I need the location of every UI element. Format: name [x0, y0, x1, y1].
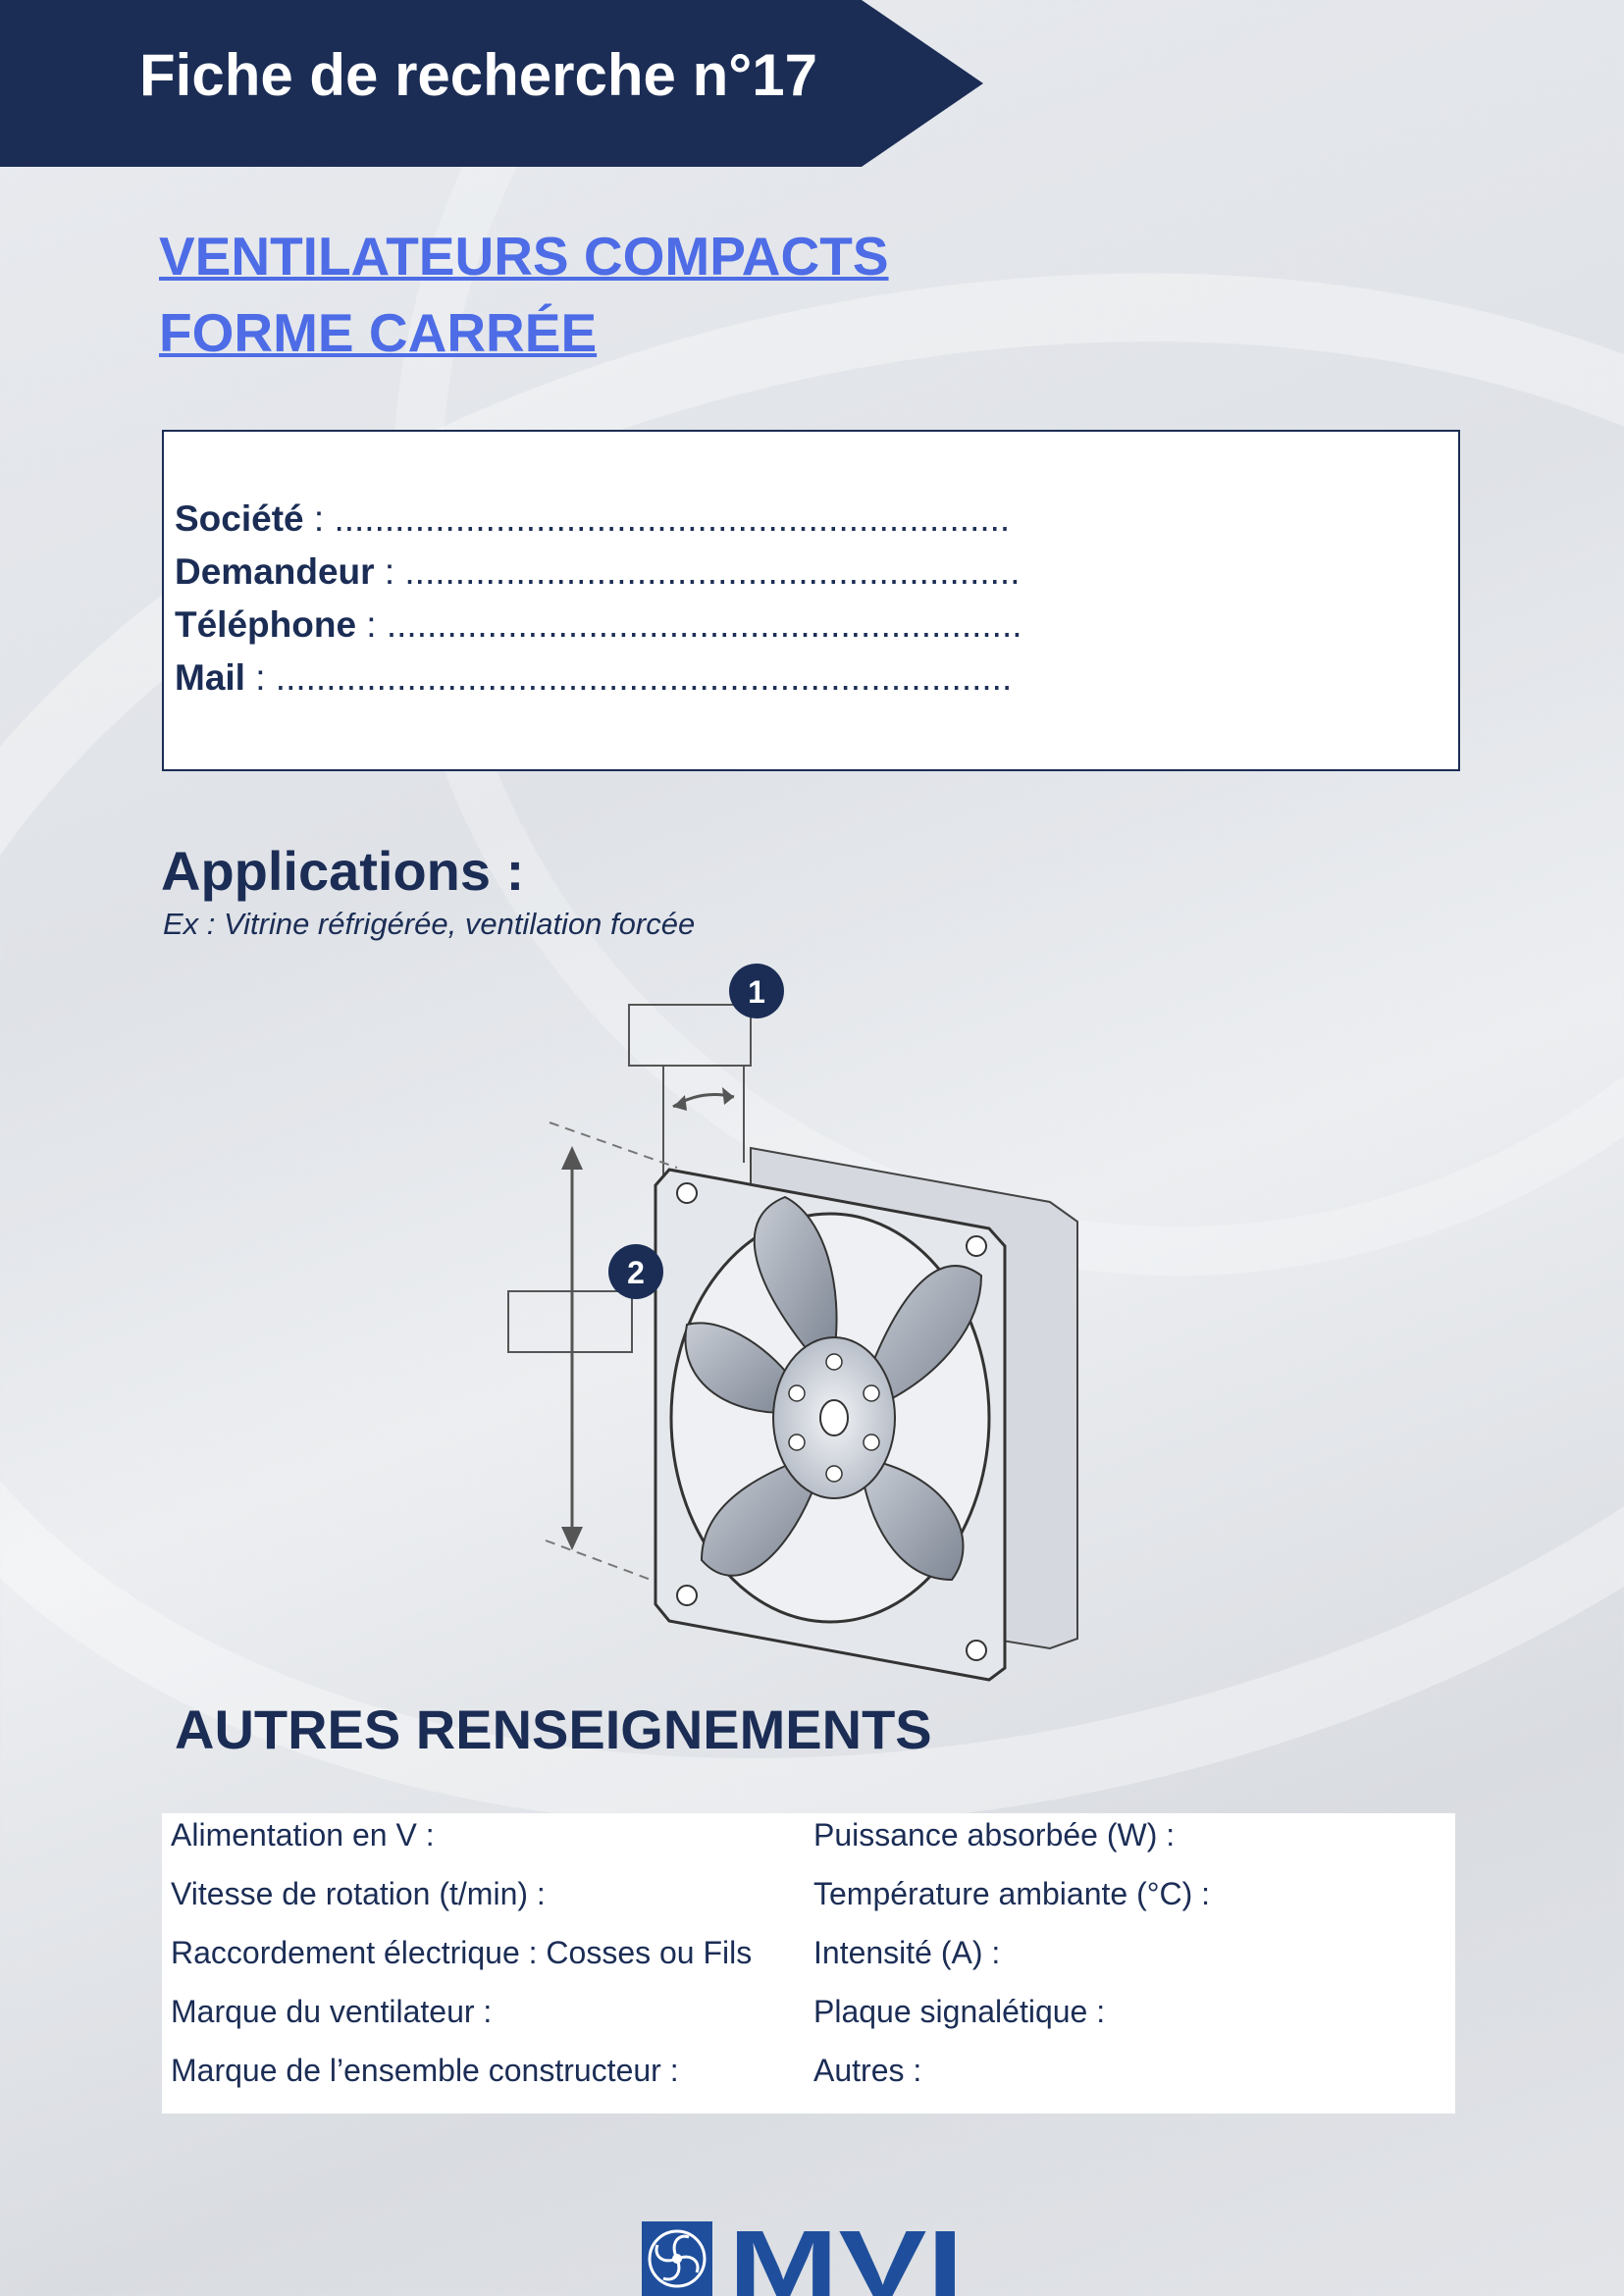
info-field-marque-ensemble[interactable]: Marque de l’ensemble constructeur :: [171, 2053, 679, 2088]
marker-1-label: 1: [748, 974, 765, 1010]
contact-dots: : .........................................................................: [244, 657, 1013, 698]
other-info-title: AUTRES RENSEIGNEMENTS: [175, 1698, 932, 1760]
contact-label: Mail: [175, 657, 245, 698]
fan-diagram: [491, 952, 1119, 1697]
contact-label: Téléphone: [175, 604, 357, 645]
info-field-puissance[interactable]: Puissance absorbée (W) :: [813, 1817, 1176, 1852]
applications-title: Applications :: [161, 840, 525, 902]
contact-box: [162, 430, 1460, 771]
dimension-box-size: [508, 1291, 632, 1352]
contact-dots: : ...................................................................: [303, 498, 1011, 539]
logo-text: MVI: [728, 2219, 964, 2296]
dimension-box-depth: [629, 1005, 751, 1066]
product-title: [159, 218, 889, 371]
info-field-autres[interactable]: Autres :: [813, 2053, 922, 2088]
info-field-plaque[interactable]: Plaque signalétique :: [813, 1994, 1106, 2029]
marker-2-label: 2: [627, 1255, 645, 1290]
contact-dots: : .............................................................: [374, 551, 1021, 592]
product-title-line2: FORME CARRÉE: [159, 302, 598, 363]
contact-field-demandeur[interactable]: [175, 551, 1020, 593]
info-field-vitesse[interactable]: Vitesse de rotation (t/min) :: [171, 1876, 546, 1911]
contact-label: Société: [175, 498, 304, 539]
contact-field-societe[interactable]: [175, 498, 1010, 540]
info-field-intensite[interactable]: Intensité (A) :: [813, 1935, 1001, 1970]
contact-field-mail[interactable]: [175, 657, 1012, 699]
info-field-raccordement[interactable]: Raccordement électrique : Cosses ou Fils: [171, 1935, 753, 1970]
page-title: Fiche de recherche n°17: [139, 42, 817, 108]
contact-field-telephone[interactable]: [175, 604, 1022, 646]
contact-label: Demandeur: [175, 551, 375, 592]
contact-dots: : ...............................................................: [356, 604, 1022, 645]
info-field-temperature[interactable]: Température ambiante (°C) :: [813, 1876, 1211, 1911]
mvi-logo: [640, 2219, 973, 2296]
applications-example: Ex : Vitrine réfrigérée, ventilation forcée: [163, 907, 696, 941]
info-field-marque-ventilateur[interactable]: Marque du ventilateur :: [171, 1994, 493, 2029]
info-table: [162, 1813, 1455, 2113]
info-field-alimentation[interactable]: Alimentation en V :: [171, 1817, 435, 1852]
product-title-line1: VENTILATEURS COMPACTS: [159, 226, 889, 287]
